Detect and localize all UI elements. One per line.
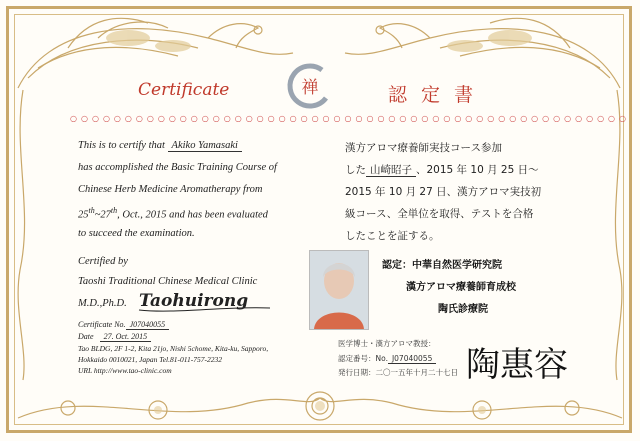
en-line-1 [78, 140, 242, 151]
start-day: 25 [78, 209, 89, 221]
date-label: Date [78, 332, 94, 341]
signature-text: Taohuirong [139, 291, 249, 311]
professor-title: 医学博士・漢方アロマ教授： [338, 339, 436, 348]
date-value: 27. Oct. 2015 [100, 332, 152, 342]
en-line-1-text: This is to certify that [78, 140, 165, 151]
certificate-number-label: Certificate No. [78, 320, 126, 329]
recipient-name-en: Akiko Yamasaki [168, 140, 242, 152]
en-line-4 [78, 206, 268, 221]
certificate-number-line [78, 320, 169, 329]
portrait-photo [309, 250, 369, 330]
title-japanese: 認定書 [388, 84, 488, 106]
end-day-suffix: th [110, 206, 118, 215]
end-day: ~27 [94, 209, 111, 221]
zen-seal-emblem [286, 62, 334, 110]
training-school: 漢方アロマ療養師育成校 [406, 282, 516, 293]
certifying-organization: 認定：中華自然医学研究院 [382, 260, 502, 271]
en-line-2: has accomplished the Basic Training Course of [78, 162, 277, 173]
ja-line-5: したことを証する。 [345, 230, 440, 242]
right-vine-ornament [602, 90, 632, 380]
en-line-4-text: , Oct., 2015 and has been evaluated [117, 209, 268, 221]
ja-certificate-number-label: 認定番号：No. [338, 354, 388, 363]
ja-line-2-pre: した [345, 164, 366, 176]
japanese-signature-text: 陶惠容 [466, 345, 568, 385]
ja-certificate-number-line [338, 353, 436, 364]
certificate-number: J07040055 [126, 320, 170, 330]
english-signature [135, 286, 275, 316]
website-url: URL http://www.tao-clinic.com [78, 366, 172, 375]
ja-line-4: 級コース、全単位を取得、テストを合格 [345, 208, 534, 220]
clinic-name-ja: 陶氏診療院 [438, 304, 488, 315]
ja-certificate-number: J07040055 [388, 354, 436, 364]
seal-character: 禅 [301, 78, 319, 98]
dotted-divider: ○○○○○○○○○○○○○○○○○○○○○○○○○○○○○○○○○○○○○○○○○○○○○○○○○○○ [70, 114, 631, 123]
address-line-1: Tao BLDG, 2F 1-2, Kita 21jo, Nishi 5chome, Kita-ku, Sapporo, [78, 344, 269, 353]
title-english: Certificate [138, 80, 230, 100]
japanese-signature [462, 334, 580, 390]
en-line-5: to succeed the examination. [78, 228, 195, 239]
issue-date: 発行日期：二〇一五年十月二十七日 [338, 368, 458, 377]
degree-label: M.D.,Ph.D. [78, 298, 127, 309]
start-day-suffix: th [88, 206, 95, 215]
recipient-name-ja: 山崎昭子 [366, 164, 416, 177]
date-line [78, 332, 151, 341]
ja-line-2 [345, 162, 539, 177]
ja-line-2-post: 、2015 年 10 月 25 日～ [416, 164, 539, 176]
certified-by: Certified by [78, 256, 128, 267]
en-line-3: Chinese Herb Medicine Aromatherapy from [78, 184, 263, 195]
ja-line-1: 漢方アロマ療養師実技コース参加 [345, 142, 502, 154]
ja-line-3: 2015 年 10 月 27 日、漢方アロマ実技初 [345, 186, 542, 198]
clinic-name: Taoshi Traditional Chinese Medical Clinic [78, 276, 258, 287]
left-vine-ornament [8, 90, 38, 380]
address-line-2: Hokkaido 0010021, Japan Tel.81-011-757-2232 [78, 355, 222, 364]
